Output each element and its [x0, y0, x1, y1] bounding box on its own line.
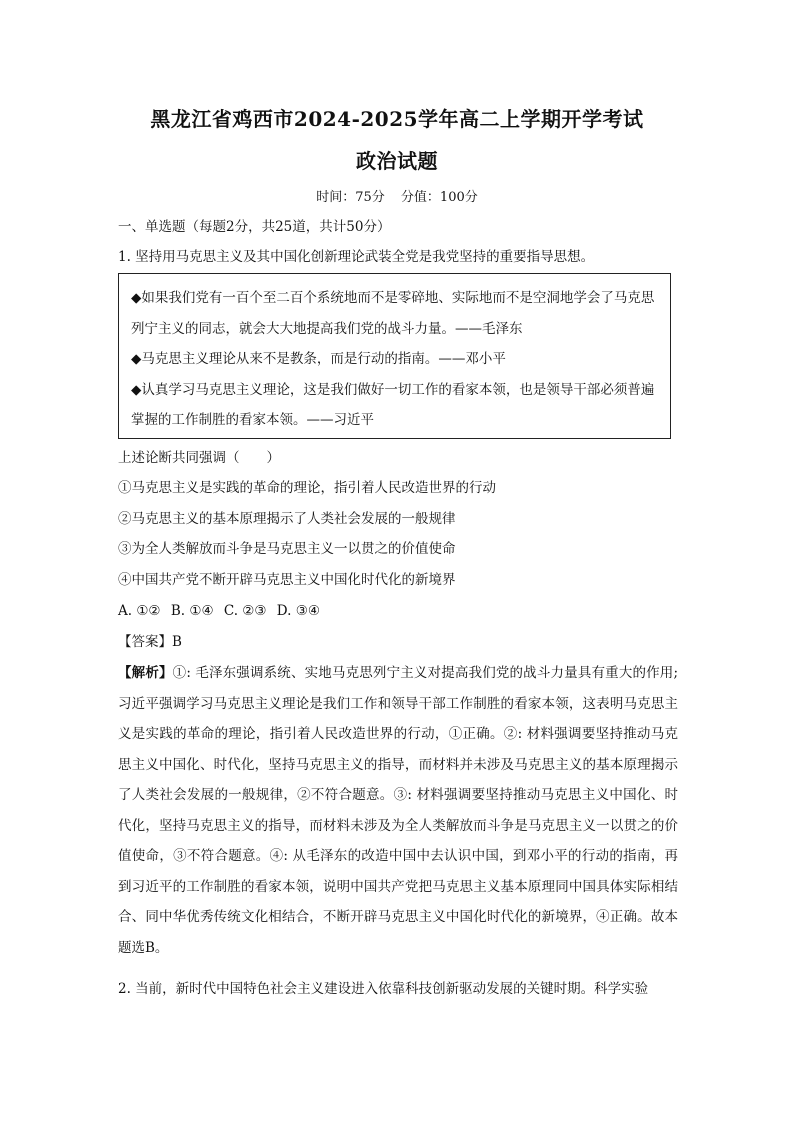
question-2-stem: 2. 当前，新时代中国特色社会主义建设进入依靠科技创新驱动发展的关键时期。科学实验	[118, 981, 649, 997]
question-1-stem: 1. 坚持用马克思主义及其中国化创新理论武装全党是我党坚持的重要指导思想。	[118, 249, 595, 265]
exam-meta	[0, 186, 794, 205]
exam-score: 分值：100分	[400, 190, 478, 205]
statement-2: ②马克思主义的基本原理揭示了人类社会发展的一般规律	[118, 511, 456, 527]
analysis-paragraph	[118, 658, 678, 963]
statement-1: ①马克思主义是实践的革命的理论，指引着人民改造世界的行动	[118, 480, 496, 496]
quote-xi: ◆认真学习马克思主义理论，这是我们做好一切工作的看家本领，也是领导干部必须普遍掌握的工作制胜的看家本领。——习近平	[131, 381, 655, 428]
analysis-label: 【解析】	[118, 665, 173, 681]
option-a[interactable]: A. ①②	[118, 603, 161, 619]
question-1-prompt: 上述论断共同强调（ ）	[118, 450, 280, 466]
quote-box	[118, 273, 671, 439]
option-d[interactable]: D. ③④	[276, 603, 320, 619]
exam-time: 时间：75分	[316, 190, 385, 205]
question-1-options	[118, 601, 326, 621]
option-b[interactable]: B. ①④	[170, 603, 214, 619]
quote-mao: ◆如果我们党有一百个至二百个系统地而不是零碎地、实际地而不是空洞地学会了马克思列宁主义的同志，就会大大地提高我们党的战斗力量。——毛泽东	[131, 290, 655, 337]
analysis-text: ①: 毛泽东强调系统、实地马克思列宁主义对提高我们党的战斗力量具有重大的作用; 习近平强调学习马克思主义理论是我们工作和领导干部工作制胜的看家本领，这表明马克思主义是实践的革命的理论，指引着人民改造世界的行动，①正确。②: 材料强调要坚持推动马克思主义中国化、时代化，坚持马克思主义的指导，而材料并未涉及马克思主义的基本原理揭示了人类社会发展的一般规律，②不符合题意。③: 材料强调要坚持推动马克思主义中国化、时代化，坚持马克思主义的指导，而材料未涉及为全人类解放而斗争是马克思主义一以贯之的价值使命，③不符合题意。④: 从毛泽东的改造中国中去认识中国，到邓小平的行动的指南，再到习近平的工作制胜的看家本领，说明中国共产党把马克思主义基本原理同中国具体实际相结合、同中华优秀传统文化相结合，不断开辟马克思主义中国化时代化的新境界，④正确。故本题选B。	[118, 665, 679, 956]
statement-3: ③为全人类解放而斗争是马克思主义一以贯之的价值使命	[118, 541, 456, 557]
answer-line: 【答案】B	[118, 634, 182, 650]
section-heading: 一、单选题（每题2分，共25道，共计50分）	[118, 219, 391, 235]
document-subtitle: 政治试题	[356, 149, 438, 173]
quote-deng: ◆马克思主义理论从来不是教条，而是行动的指南。——邓小平	[131, 351, 506, 367]
statement-4: ④中国共产党不断开辟马克思主义中国化时代化的新境界	[118, 572, 456, 588]
document-title: 黑龙江省鸡西市2024-2025学年高二上学期开学考试	[150, 107, 644, 131]
option-c[interactable]: C. ②③	[223, 603, 267, 619]
